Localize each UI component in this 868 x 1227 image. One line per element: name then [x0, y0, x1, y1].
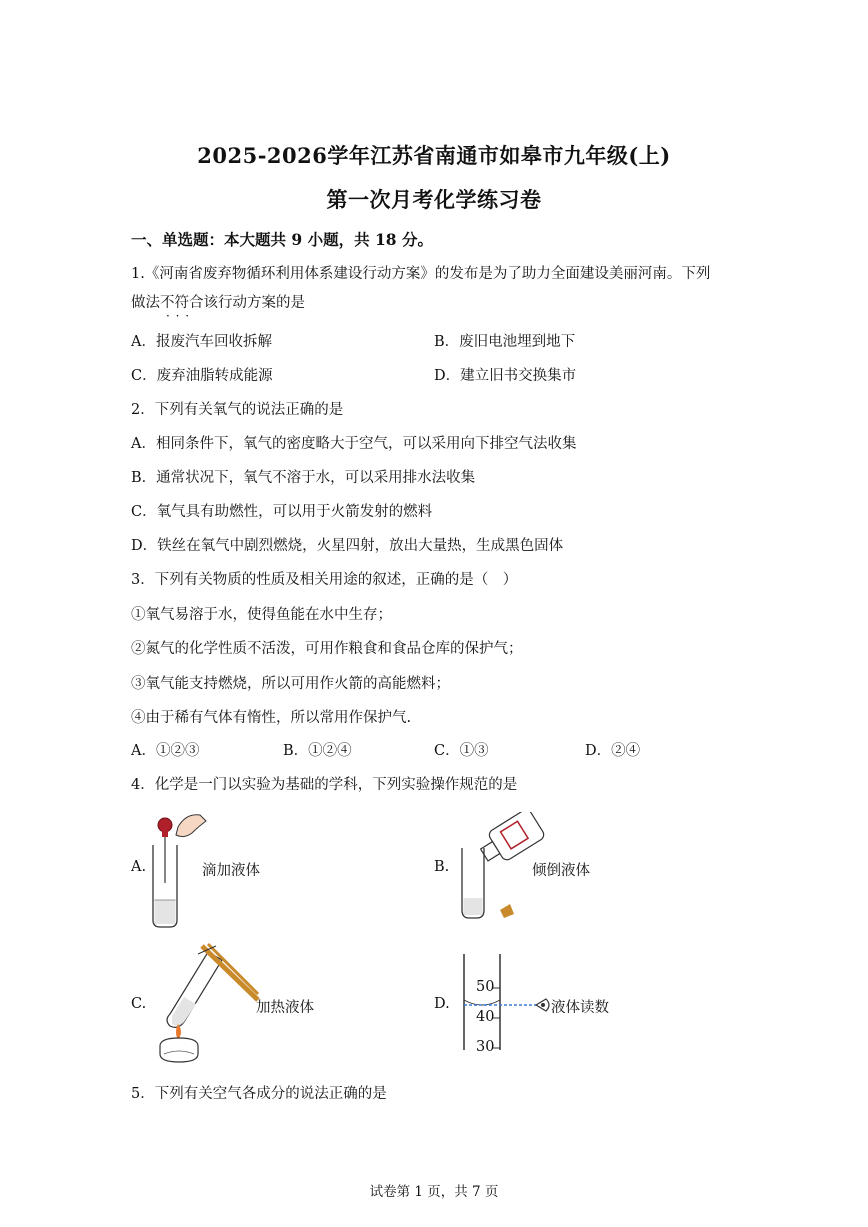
cylinder-tick-50: 50 — [476, 979, 495, 995]
dropper-tube-illustration — [148, 805, 208, 930]
q4-stem: 4．化学是一门以实验为基础的学科，下列实验操作规范的是 — [131, 777, 518, 793]
q3-option-b: B．①②④ — [283, 743, 352, 759]
q1-stem-emphasis: 不符合 · · · — [160, 295, 204, 311]
q4-option-b-letter: B. — [434, 859, 450, 875]
q4-option-c-caption: 加热液体 — [256, 1000, 314, 1016]
q2-stem: 2．下列有关氧气的说法正确的是 — [131, 402, 344, 418]
q3-option-c: C．①③ — [434, 743, 489, 759]
page-title-line2: 第一次月考化学练习卷 — [326, 187, 542, 212]
q3-stem: 3．下列有关物质的性质及相关用途的叙述，正确的是（ ） — [131, 572, 518, 588]
q3-option-a: A．①②③ — [131, 743, 200, 759]
q2-option-b: B．通常状况下，氧气不溶于水，可以采用排水法收集 — [131, 470, 476, 486]
q2-option-d: D．铁丝在氧气中剧烈燃烧，火星四射，放出大量热，生成黑色固体 — [131, 538, 564, 554]
q4-option-d-caption: 液体读数 — [551, 1000, 609, 1016]
q3-item-4: ④由于稀有气体有惰性，所以常用作保护气. — [131, 710, 412, 726]
q1-stem-line1: 1.《河南省废弃物循环利用体系建设行动方案》的发布是为了助力全面建设美丽河南。下列 — [131, 266, 711, 282]
q1-stem-pre: 做法 — [131, 295, 160, 311]
q4-option-a-letter: A. — [131, 859, 147, 875]
section-heading: 一、单选题：本大题共 9 小题，共 18 分。 — [131, 230, 433, 249]
page-footer: 试卷第 1 页，共 7 页 — [369, 1184, 499, 1200]
q4-option-c-letter: C. — [131, 996, 147, 1012]
graduated-cylinder-illustration — [456, 950, 556, 1054]
q4-option-d-letter: D. — [434, 996, 450, 1012]
q4-option-a-caption: 滴加液体 — [202, 863, 260, 879]
q1-option-c: C．废弃油脂转成能源 — [131, 368, 273, 384]
q1-option-b: B．废旧电池埋到地下 — [434, 334, 576, 350]
q1-option-d: D．建立旧书交换集市 — [434, 368, 577, 384]
q3-item-1: ①氧气易溶于水，使得鱼能在水中生存； — [131, 607, 392, 623]
q3-item-3: ③氧气能支持燃烧，所以可用作火箭的高能燃料； — [131, 676, 450, 692]
cylinder-tick-40: 40 — [476, 1009, 495, 1025]
heating-tube-illustration — [150, 942, 262, 1064]
cylinder-tick-30: 30 — [476, 1039, 495, 1055]
q2-option-c: C．氧气具有助燃性，可以用于火箭发射的燃料 — [131, 504, 433, 520]
q5-stem: 5．下列有关空气各成分的说法正确的是 — [131, 1086, 387, 1102]
q2-option-a: A．相同条件下，氧气的密度略大于空气，可以采用向下排空气法收集 — [131, 436, 577, 452]
q4-option-b-caption: 倾倒液体 — [532, 863, 590, 879]
q1-stem-line2 — [131, 291, 305, 312]
page-title-line1: 2025-2026学年江苏省南通市如皋市九年级(上) — [197, 143, 671, 168]
q3-option-d: D．②④ — [585, 743, 641, 759]
q3-item-2: ②氮气的化学性质不活泼，可用作粮食和食品仓库的保护气； — [131, 641, 523, 657]
q1-option-a: A．报废汽车回收拆解 — [131, 334, 272, 350]
q1-stem-post: 该行动方案的是 — [203, 295, 305, 311]
